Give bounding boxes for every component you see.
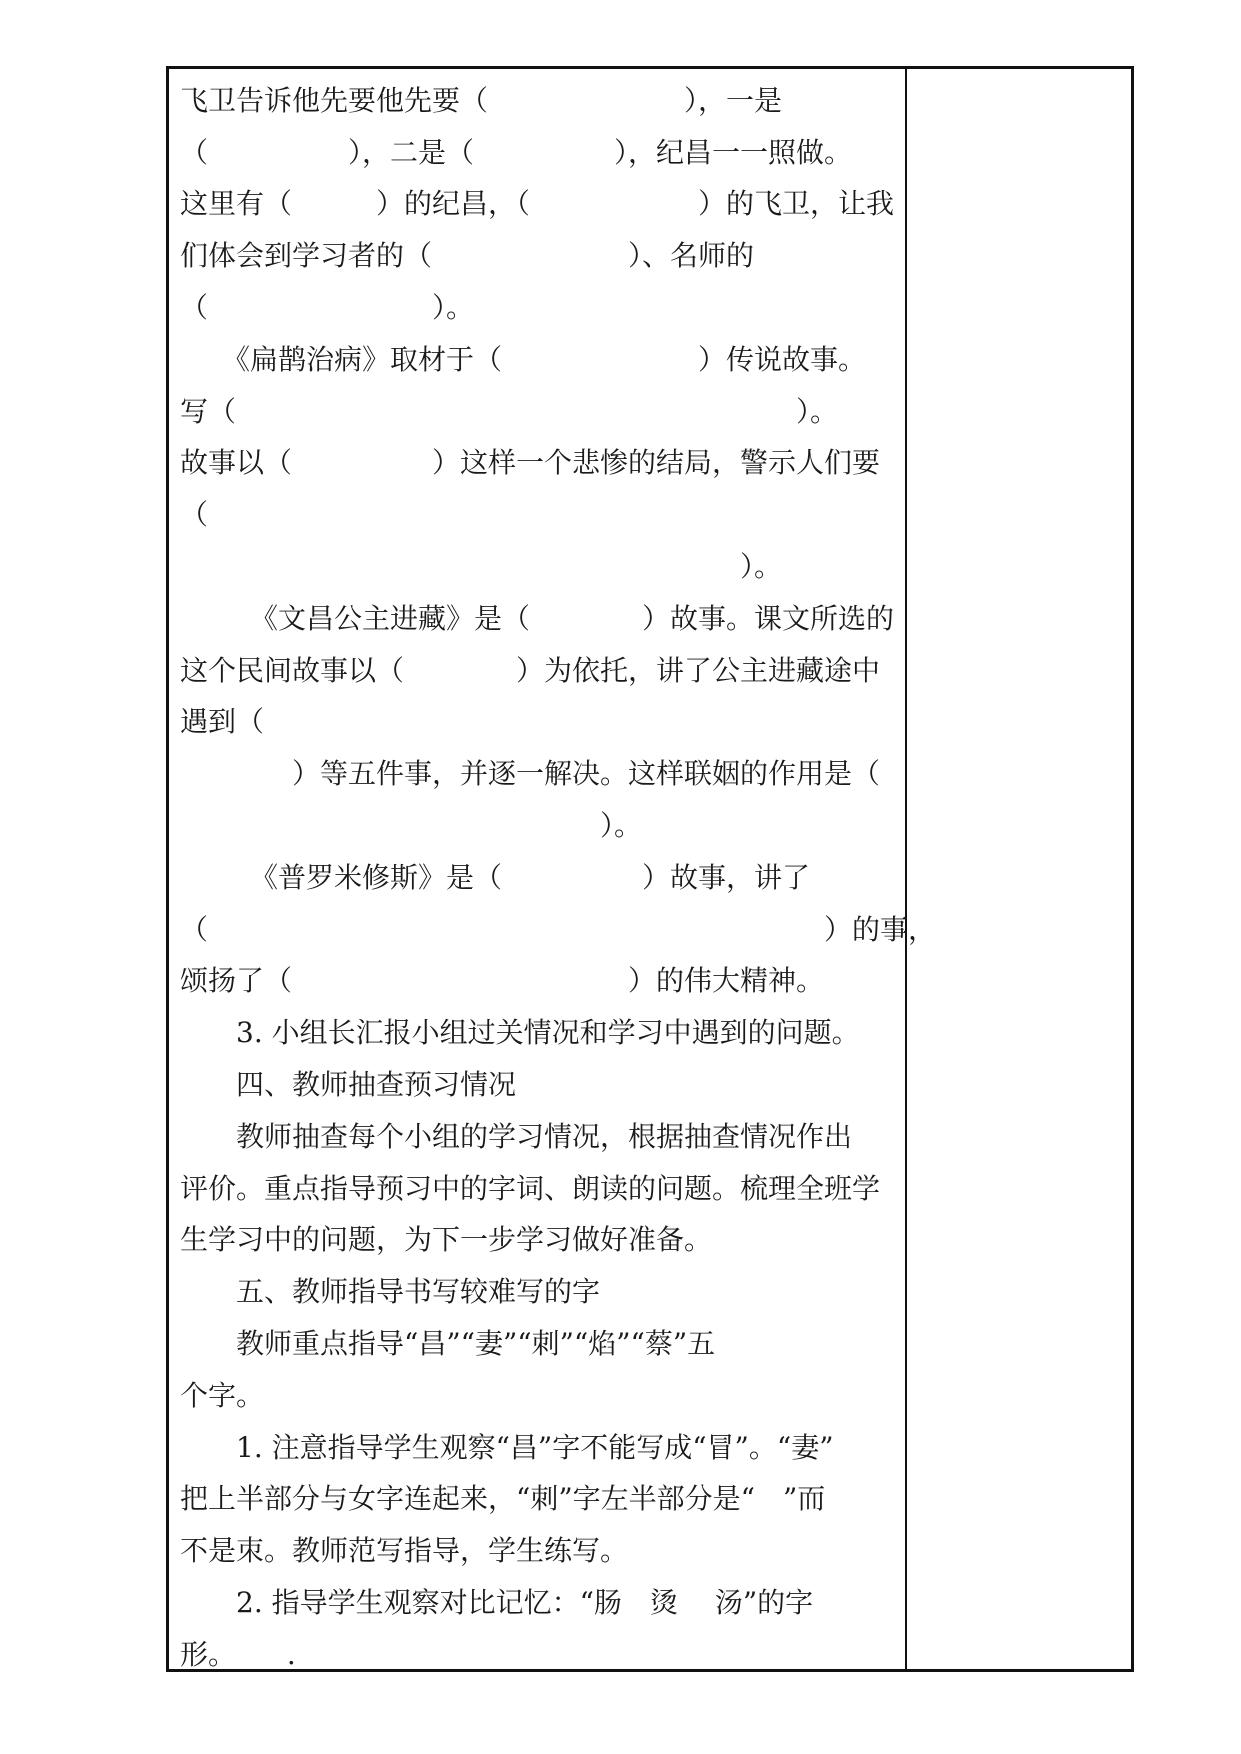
text-line: ）等五件事，并逐一解决。这样联姻的作用是（ — [180, 757, 881, 790]
text-line: （ ），二是（ ），纪昌一一照做。 — [180, 136, 853, 169]
text-line: （ ）。 — [180, 291, 475, 324]
text-line: 不是朿。教师范写指导，学生练写。 — [180, 1534, 629, 1567]
text-line: 遇到（ — [180, 705, 265, 738]
text-line: （ ）的事， — [180, 913, 937, 946]
text-line: 生学习中的问题，为下一步学习做好准备。 — [180, 1223, 713, 1256]
text-line: 教师抽查每个小组的学习情况，根据抽查情况作出 — [180, 1120, 853, 1153]
text-line: 《普罗米修斯》是（ ）故事，讲了 — [180, 861, 811, 894]
text-line: 个字。 — [180, 1379, 265, 1412]
text-line: 1. 注意指导学生观察“昌”字不能写成“冒”。“妻” — [180, 1431, 834, 1464]
section-heading: 四、教师抽查预习情况 — [180, 1068, 517, 1101]
column-divider — [905, 66, 907, 1672]
text-line: ）。 — [180, 809, 643, 842]
text-line: 写（ ）。 — [180, 395, 839, 428]
text-line: 3. 小组长汇报小组过关情况和学习中遇到的问题。 — [180, 1016, 860, 1049]
text-line: 教师重点指导“昌”“妻”“刺”“焰”“蔡”五 — [180, 1327, 716, 1360]
text-line: 2. 指导学生观察对比记忆：“肠 烫 汤”的字 — [180, 1586, 814, 1619]
text-line: 这个民间故事以（ ）为依托，讲了公主进藏途中 — [180, 654, 881, 687]
text-line: 形。 . — [180, 1638, 296, 1671]
text-line: 《文昌公主进藏》是（ ）故事。课文所选的 — [180, 602, 895, 635]
text-line: ）。 — [180, 550, 783, 583]
text-line: 飞卫告诉他先要他先要（ ），一是 — [180, 84, 783, 117]
text-line: 们体会到学习者的（ ）、名师的 — [180, 239, 755, 272]
section-heading: 五、教师指导书写较难写的字 — [180, 1275, 601, 1308]
text-line: 这里有（ ）的纪昌，（ ）的飞卫，让我 — [180, 187, 895, 220]
text-line: 颂扬了（ ）的伟大精神。 — [180, 964, 825, 997]
text-line: 把上半部分与女字连起来，“刺”字左半部分是“ ”而 — [180, 1482, 826, 1515]
text-line: （ — [180, 498, 209, 531]
text-line: 评价。重点指导预习中的字词、朗读的问题。梳理全班学 — [180, 1172, 881, 1205]
text-line: 《扁鹊治病》取材于（ ）传说故事。 — [180, 343, 867, 376]
text-line: 故事以（ ）这样一个悲惨的结局，警示人们要 — [180, 446, 881, 479]
